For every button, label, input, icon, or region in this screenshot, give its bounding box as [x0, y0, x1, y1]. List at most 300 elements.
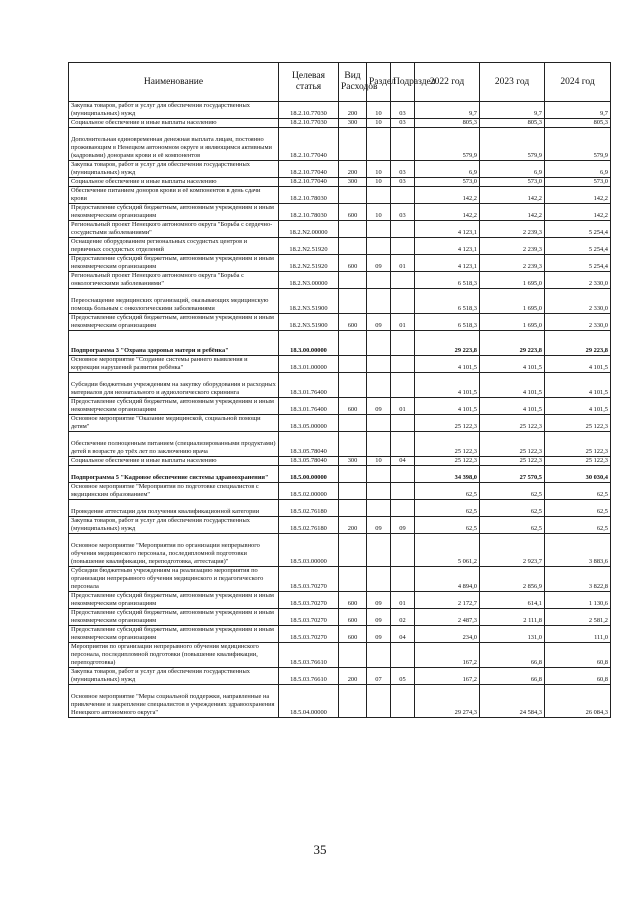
row-subsection — [391, 331, 415, 356]
table-row — [69, 128, 611, 161]
table-row — [69, 534, 611, 567]
row-name: Субсидии бюджетным учреждениям на реализацию мероприятия по организации непрерывного обучения медицинского и педагогического персонала — [69, 567, 279, 592]
row-value-2024: 25 122,3 — [545, 457, 611, 466]
row-value-2022: 29 274,3 — [415, 685, 480, 718]
table-header-row — [69, 63, 611, 102]
row-value-2022: 29 223,8 — [415, 331, 480, 356]
row-subsection — [391, 500, 415, 517]
budget-table — [68, 62, 611, 718]
row-subsection — [391, 415, 415, 432]
row-value-2022: 234,0 — [415, 626, 480, 643]
row-target-article: 18.2.10.77040 — [279, 128, 339, 161]
row-target-article: 18.5.04.00000 — [279, 685, 339, 718]
row-subsection: 01 — [391, 314, 415, 331]
row-value-2023: 579,9 — [480, 128, 545, 161]
row-value-2022: 6 518,3 — [415, 289, 480, 314]
row-target-article: 18.3.01.76400 — [279, 398, 339, 415]
row-value-2024: 2 330,0 — [545, 289, 611, 314]
table-row — [69, 238, 611, 255]
row-value-2024: 111,0 — [545, 626, 611, 643]
row-name: Предоставление субсидий бюджетным, автономным учреждениям и иным некоммерческим организациям — [69, 314, 279, 331]
row-value-2022: 142,2 — [415, 204, 480, 221]
row-target-article: 18.2.N2.51920 — [279, 255, 339, 272]
row-expense-type — [339, 221, 367, 238]
row-value-2023: 66,8 — [480, 668, 545, 685]
row-subsection — [391, 238, 415, 255]
table-row — [69, 221, 611, 238]
row-section — [367, 187, 391, 204]
row-name: Предоставление субсидий бюджетным, автономным учреждениям и иным некоммерческим организациям — [69, 609, 279, 626]
row-section: 09 — [367, 592, 391, 609]
table-row — [69, 685, 611, 718]
table-row — [69, 668, 611, 685]
row-subsection — [391, 221, 415, 238]
row-value-2023: 2 239,3 — [480, 255, 545, 272]
table-row — [69, 289, 611, 314]
row-value-2024: 62,5 — [545, 483, 611, 500]
row-subsection: 02 — [391, 609, 415, 626]
row-value-2022: 573,0 — [415, 178, 480, 187]
row-expense-type: 600 — [339, 626, 367, 643]
row-target-article: 18.5.03.70270 — [279, 567, 339, 592]
row-subsection — [391, 128, 415, 161]
row-expense-type — [339, 466, 367, 483]
row-target-article: 18.2.10.78030 — [279, 187, 339, 204]
row-subsection: 03 — [391, 102, 415, 119]
row-value-2024: 3 883,6 — [545, 534, 611, 567]
row-value-2024: 573,0 — [545, 178, 611, 187]
row-section — [367, 483, 391, 500]
row-subsection: 03 — [391, 204, 415, 221]
row-value-2022: 4 123,1 — [415, 255, 480, 272]
row-name: Предоставление субсидий бюджетным, автономным учреждениям и иным некоммерческим организациям — [69, 626, 279, 643]
row-subsection — [391, 373, 415, 398]
row-value-2023: 27 570,5 — [480, 466, 545, 483]
row-value-2023: 62,5 — [480, 517, 545, 534]
row-expense-type: 600 — [339, 592, 367, 609]
row-target-article: 18.3.00.00000 — [279, 331, 339, 356]
table-row — [69, 314, 611, 331]
row-expense-type — [339, 483, 367, 500]
row-value-2024: 2 330,0 — [545, 272, 611, 289]
row-name: Мероприятия по организации непрерывного обучения медицинского персонала, последипломной подготовки (повышение квалификации, переподготовка) — [69, 643, 279, 668]
row-subsection — [391, 432, 415, 457]
row-expense-type — [339, 289, 367, 314]
row-value-2024: 60,8 — [545, 668, 611, 685]
row-expense-type — [339, 415, 367, 432]
row-name: Переоснащение медицинских организаций, оказывающих медицинскую помощь больным с онкологическими заболеваниями — [69, 289, 279, 314]
row-section: 10 — [367, 161, 391, 178]
row-subsection — [391, 685, 415, 718]
row-value-2022: 4 101,5 — [415, 398, 480, 415]
row-value-2024: 2 581,2 — [545, 609, 611, 626]
row-target-article: 18.2.N3.51900 — [279, 314, 339, 331]
row-value-2024: 30 030,4 — [545, 466, 611, 483]
row-target-article: 18.5.02.00000 — [279, 483, 339, 500]
row-section — [367, 643, 391, 668]
row-name: Основное мероприятие "Мероприятия по организации непрерывного обучения медицинского персонала, последипломной подготовки (повышение квалификации, переподготовка, аттестация)" — [69, 534, 279, 567]
row-subsection — [391, 187, 415, 204]
row-expense-type: 200 — [339, 668, 367, 685]
row-section: 07 — [367, 668, 391, 685]
table-row — [69, 567, 611, 592]
row-section — [367, 432, 391, 457]
table-body — [69, 102, 611, 718]
row-value-2022: 25 122,3 — [415, 457, 480, 466]
row-subsection — [391, 356, 415, 373]
row-value-2024: 4 101,5 — [545, 398, 611, 415]
row-value-2024: 25 122,3 — [545, 415, 611, 432]
row-value-2024: 60,8 — [545, 643, 611, 668]
row-value-2022: 6,9 — [415, 161, 480, 178]
row-value-2024: 26 084,3 — [545, 685, 611, 718]
row-section — [367, 128, 391, 161]
row-value-2024: 25 122,3 — [545, 432, 611, 457]
row-expense-type — [339, 331, 367, 356]
row-subsection: 03 — [391, 119, 415, 128]
table-row — [69, 643, 611, 668]
row-target-article: 18.3.01.00000 — [279, 356, 339, 373]
row-value-2022: 9,7 — [415, 102, 480, 119]
row-value-2023: 1 695,0 — [480, 314, 545, 331]
row-value-2024: 29 223,8 — [545, 331, 611, 356]
row-section — [367, 685, 391, 718]
row-name: Подпрограмма 5 "Кадровое обеспечение системы здравоохранения" — [69, 466, 279, 483]
row-value-2022: 4 123,1 — [415, 238, 480, 255]
row-value-2023: 1 695,0 — [480, 289, 545, 314]
row-expense-type — [339, 238, 367, 255]
row-expense-type — [339, 373, 367, 398]
row-value-2024: 142,2 — [545, 187, 611, 204]
row-section: 09 — [367, 609, 391, 626]
row-expense-type: 600 — [339, 398, 367, 415]
row-name: Предоставление субсидий бюджетным, автономным учреждениям и иным некоммерческим организациям — [69, 204, 279, 221]
row-value-2022: 142,2 — [415, 187, 480, 204]
header-expense-type: Вид Расходов — [339, 63, 367, 102]
row-name: Региональный проект Ненецкого автономного округа "Борьба с сердечно-сосудистыми заболеваниями" — [69, 221, 279, 238]
row-value-2023: 2 923,7 — [480, 534, 545, 567]
row-value-2023: 4 101,5 — [480, 398, 545, 415]
row-section: 09 — [367, 626, 391, 643]
row-section: 10 — [367, 178, 391, 187]
row-name: Основное мероприятие "Мероприятия по подготовке специалистов с медицинским образованием" — [69, 483, 279, 500]
row-value-2024: 805,3 — [545, 119, 611, 128]
row-value-2023: 2 111,8 — [480, 609, 545, 626]
row-section: 09 — [367, 314, 391, 331]
row-value-2023: 2 856,9 — [480, 567, 545, 592]
row-section: 09 — [367, 255, 391, 272]
row-name: Обеспечение полноценным питанием (специализированными продуктами) детей в возрасте до трёх лет по заключению врача — [69, 432, 279, 457]
row-expense-type: 600 — [339, 609, 367, 626]
row-section — [367, 500, 391, 517]
row-value-2023: 25 122,3 — [480, 415, 545, 432]
row-subsection: 05 — [391, 668, 415, 685]
row-section: 10 — [367, 204, 391, 221]
row-name: Социальное обеспечение и иные выплаты населению — [69, 119, 279, 128]
row-value-2022: 34 398,0 — [415, 466, 480, 483]
row-target-article: 18.5.03.76610 — [279, 643, 339, 668]
row-value-2022: 2 487,3 — [415, 609, 480, 626]
header-year-2022: 2022 год — [415, 63, 480, 102]
row-section — [367, 238, 391, 255]
row-name: Основное мероприятие "Оказание медицинской, социальной помощи детям" — [69, 415, 279, 432]
row-target-article: 18.5.03.70270 — [279, 609, 339, 626]
row-value-2023: 805,3 — [480, 119, 545, 128]
row-subsection — [391, 567, 415, 592]
row-name: Оснащение оборудованием региональных сосудистых центров и первичных сосудистых отделений — [69, 238, 279, 255]
table-row — [69, 255, 611, 272]
row-expense-type: 200 — [339, 102, 367, 119]
row-section: 10 — [367, 102, 391, 119]
header-subsection: Подраздел — [391, 63, 415, 102]
row-value-2023: 614,1 — [480, 592, 545, 609]
row-target-article: 18.5.03.70270 — [279, 592, 339, 609]
row-subsection — [391, 643, 415, 668]
row-expense-type: 300 — [339, 457, 367, 466]
row-value-2023: 6,9 — [480, 161, 545, 178]
row-target-article: 18.2.N2.51920 — [279, 238, 339, 255]
row-value-2024: 62,5 — [545, 500, 611, 517]
row-section — [367, 289, 391, 314]
row-section — [367, 356, 391, 373]
row-value-2024: 4 101,5 — [545, 373, 611, 398]
row-section — [367, 221, 391, 238]
row-value-2023: 142,2 — [480, 187, 545, 204]
row-expense-type: 200 — [339, 517, 367, 534]
table-row — [69, 415, 611, 432]
row-value-2022: 5 061,2 — [415, 534, 480, 567]
row-value-2023: 24 584,3 — [480, 685, 545, 718]
row-expense-type — [339, 356, 367, 373]
row-value-2023: 131,0 — [480, 626, 545, 643]
budget-document-page — [68, 62, 610, 718]
row-value-2022: 2 172,7 — [415, 592, 480, 609]
row-value-2024: 5 254,4 — [545, 255, 611, 272]
row-value-2023: 142,2 — [480, 204, 545, 221]
row-target-article: 18.5.03.76610 — [279, 668, 339, 685]
row-value-2024: 579,9 — [545, 128, 611, 161]
row-name: Обеспечение питанием доноров крови и её компонентов в день сдачи крови — [69, 187, 279, 204]
row-value-2023: 62,5 — [480, 500, 545, 517]
row-subsection: 01 — [391, 255, 415, 272]
row-target-article: 18.5.03.70270 — [279, 626, 339, 643]
row-subsection — [391, 272, 415, 289]
row-name: Закупка товаров, работ и услуг для обеспечения государственных (муниципальных) нужд — [69, 102, 279, 119]
row-value-2022: 62,5 — [415, 500, 480, 517]
row-name: Предоставление субсидий бюджетным, автономным учреждениям и иным некоммерческим организациям — [69, 255, 279, 272]
row-subsection: 01 — [391, 398, 415, 415]
header-name: Наименование — [69, 63, 279, 102]
row-value-2023: 573,0 — [480, 178, 545, 187]
header-target-article: Целевая статья — [279, 63, 339, 102]
row-section — [367, 373, 391, 398]
row-section — [367, 415, 391, 432]
row-subsection: 04 — [391, 626, 415, 643]
row-value-2022: 167,2 — [415, 668, 480, 685]
row-value-2022: 25 122,3 — [415, 415, 480, 432]
row-value-2023: 66,8 — [480, 643, 545, 668]
table-row — [69, 187, 611, 204]
row-subsection: 03 — [391, 178, 415, 187]
row-value-2024: 2 330,0 — [545, 314, 611, 331]
row-value-2023: 2 239,3 — [480, 221, 545, 238]
table-row — [69, 626, 611, 643]
row-section — [367, 466, 391, 483]
row-value-2024: 1 130,6 — [545, 592, 611, 609]
row-expense-type: 600 — [339, 204, 367, 221]
row-section: 09 — [367, 398, 391, 415]
row-target-article: 18.2.10.77040 — [279, 178, 339, 187]
row-value-2022: 6 518,3 — [415, 272, 480, 289]
table-row — [69, 272, 611, 289]
row-value-2024: 6,9 — [545, 161, 611, 178]
row-target-article: 18.5.00.00000 — [279, 466, 339, 483]
row-subsection: 03 — [391, 161, 415, 178]
table-row — [69, 432, 611, 457]
row-name: Социальное обеспечение и иные выплаты населению — [69, 457, 279, 466]
row-name: Закупка товаров, работ и услуг для обеспечения государственных (муниципальных) нужд — [69, 517, 279, 534]
row-target-article: 18.3.05.78040 — [279, 432, 339, 457]
row-expense-type — [339, 272, 367, 289]
row-name: Основное мероприятие "Создание системы раннего выявления и коррекции нарушений развития ребёнка" — [69, 356, 279, 373]
row-subsection — [391, 466, 415, 483]
table-row — [69, 609, 611, 626]
row-value-2022: 167,2 — [415, 643, 480, 668]
row-value-2022: 25 122,3 — [415, 432, 480, 457]
header-year-2024: 2024 год — [545, 63, 611, 102]
row-target-article: 18.5.02.76180 — [279, 517, 339, 534]
row-value-2022: 6 518,3 — [415, 314, 480, 331]
row-name: Субсидии бюджетным учреждениям на закупку оборудования и расходных материалов для неонатального и аудиологического скрининга — [69, 373, 279, 398]
row-target-article: 18.3.05.78040 — [279, 457, 339, 466]
row-value-2023: 25 122,3 — [480, 457, 545, 466]
row-expense-type — [339, 685, 367, 718]
row-target-article: 18.2.N3.51900 — [279, 289, 339, 314]
row-value-2022: 4 123,1 — [415, 221, 480, 238]
row-value-2023: 29 223,8 — [480, 331, 545, 356]
table-row — [69, 517, 611, 534]
row-subsection — [391, 289, 415, 314]
row-expense-type: 600 — [339, 255, 367, 272]
row-section — [367, 534, 391, 567]
row-name: Проведение аттестации для получения квалификационной категории — [69, 500, 279, 517]
header-year-2023: 2023 год — [480, 63, 545, 102]
row-name: Подпрограмма 3 "Охрана здоровья матери и ребёнка" — [69, 331, 279, 356]
row-value-2022: 4 101,5 — [415, 356, 480, 373]
row-section — [367, 272, 391, 289]
row-target-article: 18.2.N3.00000 — [279, 272, 339, 289]
row-value-2024: 4 101,5 — [545, 356, 611, 373]
row-subsection — [391, 534, 415, 567]
row-subsection: 04 — [391, 457, 415, 466]
table-row — [69, 373, 611, 398]
row-value-2023: 1 695,0 — [480, 272, 545, 289]
row-target-article: 18.2.10.77030 — [279, 119, 339, 128]
row-target-article: 18.5.03.00000 — [279, 534, 339, 567]
row-expense-type — [339, 500, 367, 517]
table-row — [69, 466, 611, 483]
row-subsection: 01 — [391, 592, 415, 609]
row-target-article: 18.2.10.77040 — [279, 161, 339, 178]
row-expense-type — [339, 567, 367, 592]
row-expense-type: 300 — [339, 178, 367, 187]
row-name: Основное мероприятие "Меры социальной поддержки, направленные на привлечение и закрепление специалистов в учреждениях здравоохранения Ненецкого автономного округа" — [69, 685, 279, 718]
row-expense-type — [339, 187, 367, 204]
table-row — [69, 161, 611, 178]
row-expense-type — [339, 128, 367, 161]
row-name: Предоставление субсидий бюджетным, автономным учреждениям и иным некоммерческим организациям — [69, 592, 279, 609]
page-number: 35 — [313, 842, 327, 857]
row-target-article: 18.3.05.00000 — [279, 415, 339, 432]
table-row — [69, 356, 611, 373]
row-name: Закупка товаров, работ и услуг для обеспечения государственных (муниципальных) нужд — [69, 668, 279, 685]
row-section: 09 — [367, 517, 391, 534]
table-row — [69, 178, 611, 187]
row-section: 10 — [367, 457, 391, 466]
row-target-article: 18.2.N2.00000 — [279, 221, 339, 238]
row-value-2022: 62,5 — [415, 483, 480, 500]
row-target-article: 18.3.01.76400 — [279, 373, 339, 398]
table-row — [69, 483, 611, 500]
header-section: Раздел — [367, 63, 391, 102]
row-name: Закупка товаров, работ и услуг для обеспечения государственных (муниципальных) нужд — [69, 161, 279, 178]
row-value-2023: 25 122,3 — [480, 432, 545, 457]
row-subsection: 09 — [391, 517, 415, 534]
row-value-2022: 4 101,5 — [415, 373, 480, 398]
row-expense-type — [339, 643, 367, 668]
table-row — [69, 592, 611, 609]
row-value-2024: 62,5 — [545, 517, 611, 534]
row-value-2023: 4 101,5 — [480, 356, 545, 373]
row-subsection — [391, 483, 415, 500]
row-expense-type: 300 — [339, 119, 367, 128]
table-row — [69, 457, 611, 466]
row-expense-type: 200 — [339, 161, 367, 178]
row-expense-type: 600 — [339, 314, 367, 331]
row-name: Дополнительная единовременная денежная выплата лицам, постоянно проживающим в Ненецком автономном округе и являющимся активными (кадровыми) донорами крови и её компонентов — [69, 128, 279, 161]
table-row — [69, 204, 611, 221]
row-name: Социальное обеспечение и иные выплаты населению — [69, 178, 279, 187]
row-value-2024: 9,7 — [545, 102, 611, 119]
row-value-2022: 805,3 — [415, 119, 480, 128]
row-name: Предоставление субсидий бюджетным, автономным учреждениям и иным некоммерческим организациям — [69, 398, 279, 415]
row-value-2024: 5 254,4 — [545, 221, 611, 238]
row-expense-type — [339, 432, 367, 457]
row-value-2022: 579,9 — [415, 128, 480, 161]
row-expense-type — [339, 534, 367, 567]
row-value-2023: 2 239,3 — [480, 238, 545, 255]
row-value-2022: 62,5 — [415, 517, 480, 534]
row-target-article: 18.2.10.77030 — [279, 102, 339, 119]
row-value-2023: 62,5 — [480, 483, 545, 500]
row-value-2024: 5 254,4 — [545, 238, 611, 255]
table-row — [69, 398, 611, 415]
row-value-2024: 3 822,8 — [545, 567, 611, 592]
row-section — [367, 331, 391, 356]
row-value-2024: 142,2 — [545, 204, 611, 221]
table-row — [69, 500, 611, 517]
row-section: 10 — [367, 119, 391, 128]
row-value-2023: 9,7 — [480, 102, 545, 119]
row-name: Региональный проект Ненецкого автономного округа "Борьба с онкологическими заболеваниями" — [69, 272, 279, 289]
table-row — [69, 119, 611, 128]
table-row — [69, 331, 611, 356]
table-row — [69, 102, 611, 119]
row-target-article: 18.5.02.76180 — [279, 500, 339, 517]
row-section — [367, 567, 391, 592]
row-value-2022: 4 894,0 — [415, 567, 480, 592]
row-value-2023: 4 101,5 — [480, 373, 545, 398]
